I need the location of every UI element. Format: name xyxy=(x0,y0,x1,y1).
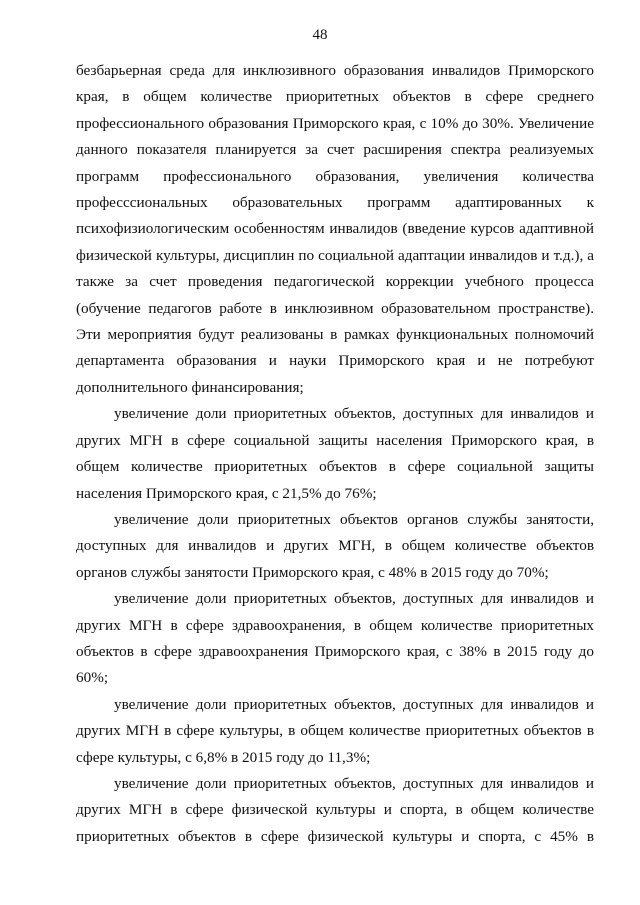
body-text xyxy=(76,58,594,850)
paragraph-6: увеличение доли приоритетных объектов, доступных для инвалидов и других МГН в сфере физической культуры и спорта, в общем количестве приоритетных объектов в сфере физической культуры и спорта, с 45% в xyxy=(76,774,594,845)
paragraph-2: увеличение доли приоритетных объектов, доступных для инвалидов и других МГН в сфере социальной защиты населения Приморского края, в общем количестве приоритетных объектов в сфере социальной защиты населения Приморского края, с 21,5% до 76%; xyxy=(76,405,594,502)
paragraph-3: увеличение доли приоритетных объектов органов службы занятости, доступных для инвалидов и других МГН, в общем количестве объектов органов службы занятости Приморского края, с 48% в 2015 году до 70%; xyxy=(76,510,594,581)
paragraph-5: увеличение доли приоритетных объектов, доступных для инвалидов и других МГН в сфере культуры, в общем количестве приоритетных объектов в сфере культуры, с 6,8% в 2015 году до 11,3%; xyxy=(76,695,594,766)
paragraph-1: безбарьерная среда для инклюзивного образования инвалидов Приморского края, в общем количестве приоритетных объектов в сфере среднего профессионального образования Приморского края, с 10% до 30%. Увеличение данного показателя планируется за счет расширения спектра реализуемых программ профессионального образования, увеличения количества професссиональных образовательных программ адаптированных к психофизиологическим особенностям инвалидов (введение курсов адаптивной физической культуры, дисциплин по социальной адаптации инвалидов и т.д.), а также за счет проведения педагогической коррекции учебного процесса (обучение педагогов работе в инклюзивном образовательном пространстве). Эти мероприятия будут реализованы в рамках функциональных полномочий департамента образования и науки Приморского края и не потребуют дополнительного финансирования; xyxy=(76,62,594,396)
page-number: 48 xyxy=(312,27,328,43)
paragraph-4: увеличение доли приоритетных объектов, доступных для инвалидов и других МГН в сфере здравоохранения, в общем количестве приоритетных объектов в сфере здравоохранения Приморского края, с 38% в 2015 году до 60%; xyxy=(76,590,594,687)
